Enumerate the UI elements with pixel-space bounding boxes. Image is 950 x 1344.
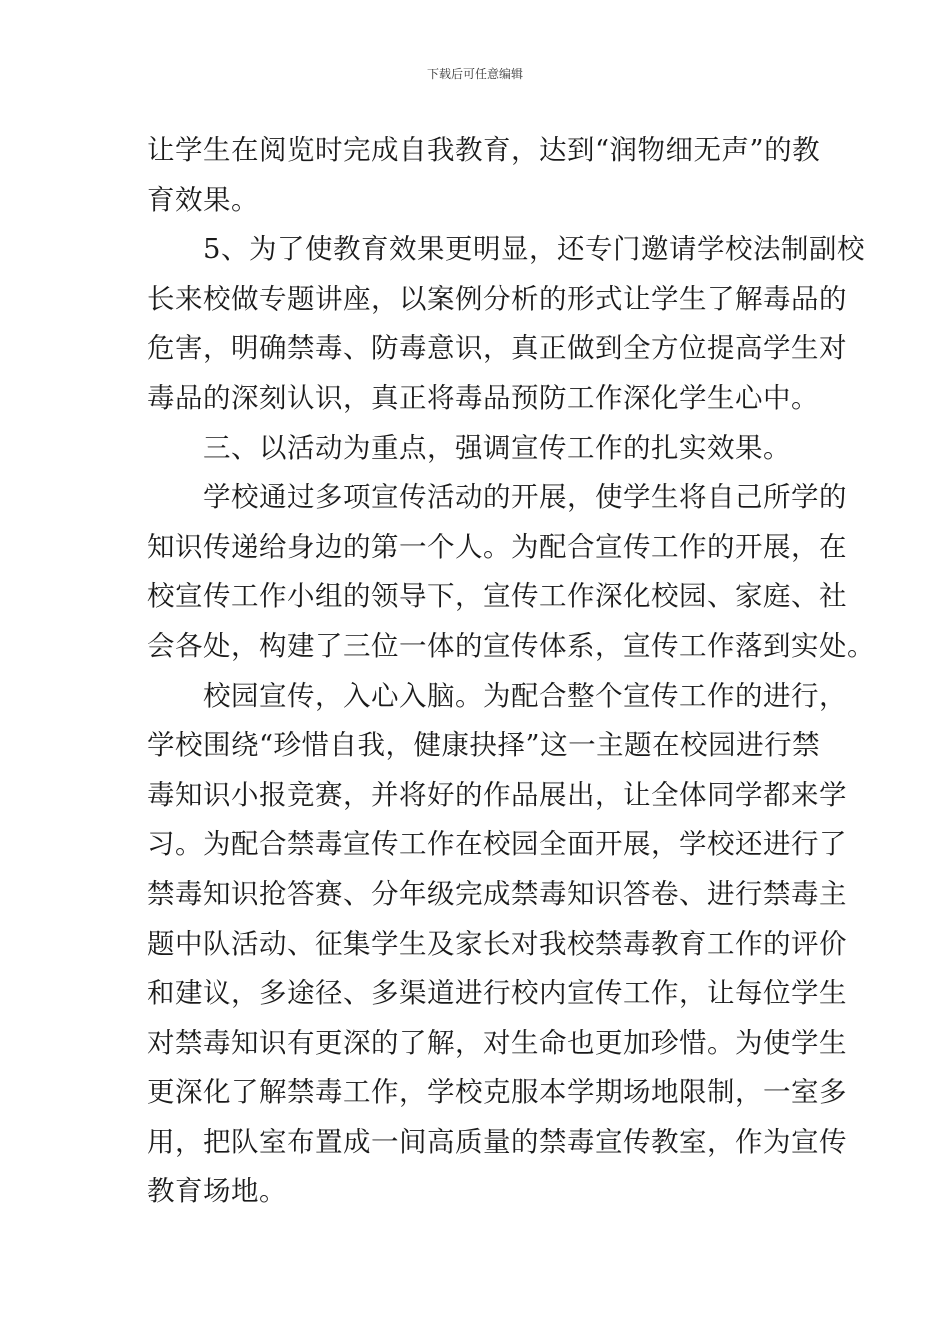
text-line: 知识传递给身边的第一个人。为配合宣传工作的开展，在 bbox=[147, 530, 847, 563]
text-line: 让学生在阅览时完成自我教育，达到“润物细无声”的教 bbox=[147, 134, 821, 166]
text-line: 学校通过多项宣传活动的开展，使学生将自己所学的 bbox=[203, 481, 847, 514]
text-line: 对禁毒知识有更深的了解，对生命也更加珍惜。为使学生 bbox=[147, 1026, 847, 1059]
text-line: 禁毒知识抢答赛、分年级完成禁毒知识答卷、进行禁毒主 bbox=[147, 877, 847, 910]
document-body bbox=[147, 126, 875, 1217]
paragraph-4 bbox=[147, 672, 847, 1218]
text-line: 会各处，构建了三位一体的宣传体系，宣传工作落到实处。 bbox=[147, 629, 875, 662]
paragraph-1 bbox=[147, 126, 821, 225]
text-line: 育效果。 bbox=[147, 183, 259, 216]
paragraph-3 bbox=[147, 473, 875, 671]
text-line: 危害，明确禁毒、防毒意识，真正做到全方位提高学生对 bbox=[147, 332, 847, 365]
text-line: 用，把队室布置成一间高质量的禁毒宣传教室，作为宣传 bbox=[147, 1125, 847, 1158]
text-line: 题中队活动、征集学生及家长对我校禁毒教育工作的评价 bbox=[147, 927, 847, 960]
section-heading bbox=[147, 424, 809, 474]
text-line: 长来校做专题讲座，以案例分析的形式让学生了解毒品的 bbox=[147, 282, 847, 315]
text-line: 毒品的深刻认识，真正将毒品预防工作深化学生心中。 bbox=[147, 381, 819, 414]
text-line: 习。为配合禁毒宣传工作在校园全面开展，学校还进行了 bbox=[147, 828, 847, 861]
paragraph-2 bbox=[147, 225, 865, 423]
text-line: 更深化了解禁毒工作，学校克服本学期场地限制，一室多 bbox=[147, 1076, 847, 1109]
text-line: 和建议，多途径、多渠道进行校内宣传工作，让每位学生 bbox=[147, 977, 847, 1010]
text-line: 毒知识小报竞赛，并将好的作品展出，让全体同学都来学 bbox=[147, 778, 847, 811]
text-line: 教育场地。 bbox=[147, 1175, 287, 1208]
text-line: 校园宣传，入心入脑。为配合整个宣传工作的进行， bbox=[203, 679, 847, 712]
text-line: 三、以活动为重点，强调宣传工作的扎实效果。 bbox=[203, 431, 791, 464]
page-header: 下载后可任意编辑 bbox=[426, 67, 523, 81]
text-line: 5、为了使教育效果更明显，还专门邀请学校法制副校 bbox=[203, 233, 865, 266]
text-line: 校宣传工作小组的领导下，宣传工作深化校园、家庭、社 bbox=[147, 580, 847, 613]
text-line: 学校围绕“珍惜自我，健康抉择”这一主题在校园进行禁 bbox=[147, 729, 821, 762]
